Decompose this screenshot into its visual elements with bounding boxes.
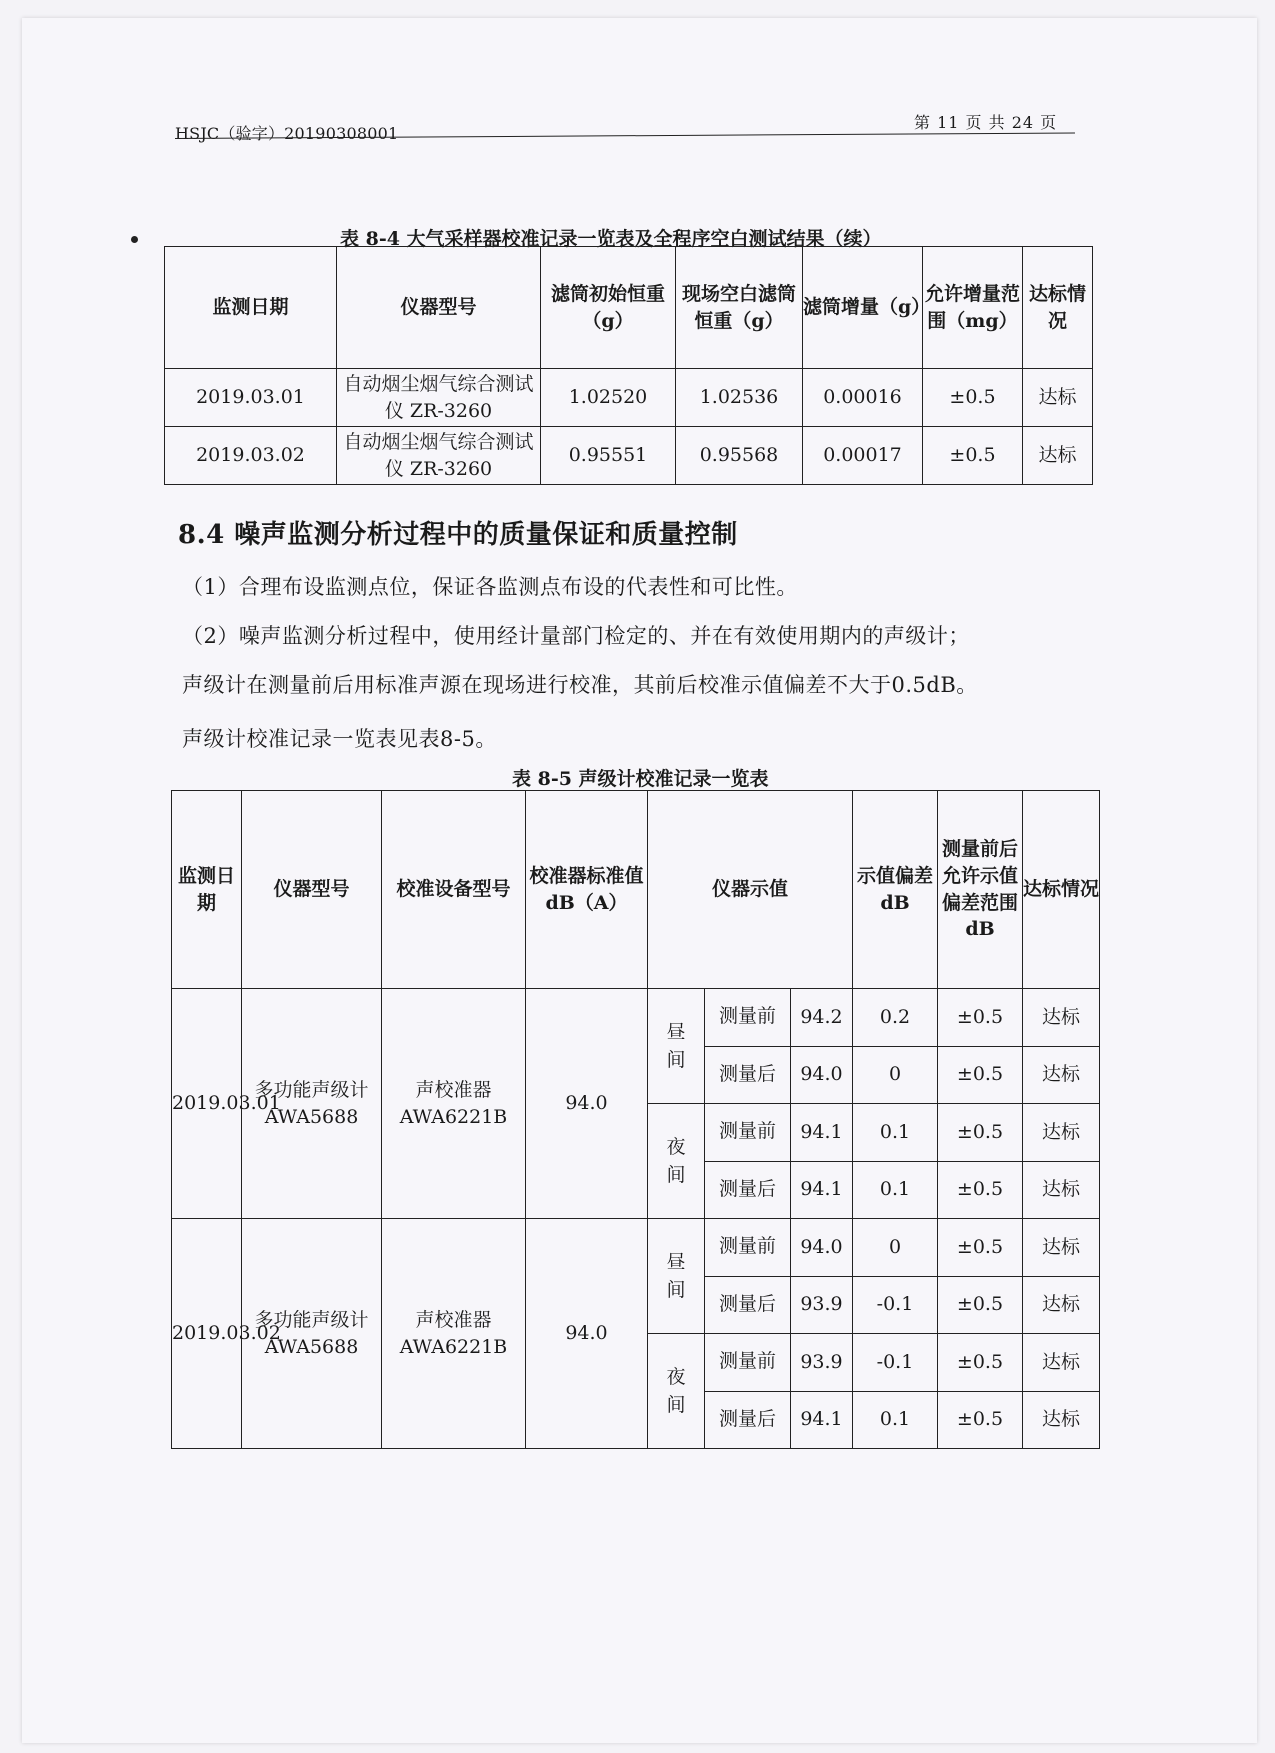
range-cell: ±0.5 [938,1219,1023,1277]
status-cell: 达标 [1023,989,1100,1047]
status-cell: 达标 [1023,1161,1100,1219]
paragraph-2-line-1: （2）噪声监测分析过程中，使用经计量部门检定的、并在有效使用期内的声级计； [182,624,970,648]
table-8-4-header-row [165,247,1093,369]
range-cell: ±0.5 [938,1046,1023,1104]
deviation-cell: 0 [853,1219,938,1277]
value-cell: 0.95568 [676,427,803,485]
range-cell: ±0.5 [923,427,1023,485]
range-cell: ±0.5 [938,1276,1023,1334]
reading-cell: 94.0 [791,1046,853,1104]
scan-speck [131,236,138,243]
value-cell: 1.02520 [541,369,676,427]
deviation-cell: -0.1 [853,1334,938,1392]
value-cell: 0.00016 [803,369,923,427]
header-cell: 监测日期 [165,247,337,369]
header-cell: 滤筒增量（g） [803,247,923,369]
status-cell: 达标 [1023,1046,1100,1104]
period-cell: 夜间 [648,1104,705,1219]
phase-cell: 测量后 [705,1161,791,1219]
header-cell: 示值偏差 dB [853,791,938,989]
status-cell: 达标 [1023,1276,1100,1334]
range-cell: ±0.5 [938,1104,1023,1162]
status-cell: 达标 [1023,1104,1100,1162]
range-cell: ±0.5 [923,369,1023,427]
reading-cell: 94.2 [791,989,853,1047]
header-cell: 达标情况 [1023,247,1093,369]
header-cell: 校准器标准值 dB（A） [526,791,648,989]
paragraph-1: （1）合理布设监测点位，保证各监测点布设的代表性和可比性。 [182,575,798,599]
table-8-5 [171,790,1100,1449]
header-cell: 仪器型号 [242,791,382,989]
standard-value-cell: 94.0 [526,989,648,1219]
page-number: 第 11 页 共 24 页 [914,113,1058,132]
section-title: 8.4 噪声监测分析过程中的质量保证和质量控制 [178,520,738,550]
reading-cell: 94.1 [791,1104,853,1162]
phase-cell: 测量前 [705,989,791,1047]
status-cell: 达标 [1023,1334,1100,1392]
header-cell: 达标情况 [1023,791,1100,989]
reading-cell: 94.0 [791,1219,853,1277]
deviation-cell: 0.1 [853,1391,938,1449]
value-cell: 0.95551 [541,427,676,485]
reading-cell: 94.1 [791,1161,853,1219]
period-cell: 昼间 [648,1219,705,1334]
phase-cell: 测量前 [705,1334,791,1392]
phase-cell: 测量前 [705,1104,791,1162]
calibrator-cell: 声校准器 AWA6221B [382,989,526,1219]
paragraph-2-line-3: 声级计校准记录一览表见表8-5。 [182,727,497,751]
phase-cell: 测量前 [705,1219,791,1277]
header-cell: 仪器示值 [648,791,853,989]
header-cell: 现场空白滤筒恒重（g） [676,247,803,369]
header-cell: 测量前后允许示值偏差范围 dB [938,791,1023,989]
instrument-cell: 多功能声级计 AWA5688 [242,1219,382,1449]
reading-cell: 93.9 [791,1334,853,1392]
table-8-4 [164,246,1093,485]
value-cell: 0.00017 [803,427,923,485]
header-cell: 滤筒初始恒重（g） [541,247,676,369]
reading-cell: 93.9 [791,1276,853,1334]
table-row [165,369,1093,427]
date-cell: 2019.03.02 [165,427,337,485]
instrument-cell: 自动烟尘烟气综合测试仪 ZR-3260 [337,369,541,427]
period-cell: 昼间 [648,989,705,1104]
table-8-5-caption: 表 8-5 声级计校准记录一览表 [512,768,769,790]
phase-cell: 测量后 [705,1046,791,1104]
status-cell: 达标 [1023,1219,1100,1277]
deviation-cell: 0.1 [853,1104,938,1162]
header-cell: 仪器型号 [337,247,541,369]
deviation-cell: -0.1 [853,1276,938,1334]
deviation-cell: 0.2 [853,989,938,1047]
paragraph-2-line-2: 声级计在测量前后用标准声源在现场进行校准，其前后校准示值偏差不大于0.5dB。 [182,673,978,697]
range-cell: ±0.5 [938,1161,1023,1219]
range-cell: ±0.5 [938,1334,1023,1392]
range-cell: ±0.5 [938,1391,1023,1449]
table-8-4-caption: 表 8-4 大气采样器校准记录一览表及全程序空白测试结果（续） [340,228,882,250]
document-number: HSJC（验字）20190308001 [175,124,399,143]
date-cell: 2019.03.01 [172,989,242,1219]
period-cell: 夜间 [648,1334,705,1449]
table-row [172,989,1100,1047]
header-cell: 监测日期 [172,791,242,989]
table-8-5-header-row [172,791,1100,989]
header-cell: 允许增量范围（mg） [923,247,1023,369]
status-cell: 达标 [1023,1391,1100,1449]
date-cell: 2019.03.02 [172,1219,242,1449]
reading-cell: 94.1 [791,1391,853,1449]
value-cell: 1.02536 [676,369,803,427]
calibrator-cell: 声校准器 AWA6221B [382,1219,526,1449]
date-cell: 2019.03.01 [165,369,337,427]
table-row [165,427,1093,485]
range-cell: ±0.5 [938,989,1023,1047]
status-cell: 达标 [1023,369,1093,427]
table-row [172,1219,1100,1277]
phase-cell: 测量后 [705,1391,791,1449]
standard-value-cell: 94.0 [526,1219,648,1449]
deviation-cell: 0 [853,1046,938,1104]
instrument-cell: 多功能声级计 AWA5688 [242,989,382,1219]
instrument-cell: 自动烟尘烟气综合测试仪 ZR-3260 [337,427,541,485]
deviation-cell: 0.1 [853,1161,938,1219]
status-cell: 达标 [1023,427,1093,485]
phase-cell: 测量后 [705,1276,791,1334]
header-cell: 校准设备型号 [382,791,526,989]
